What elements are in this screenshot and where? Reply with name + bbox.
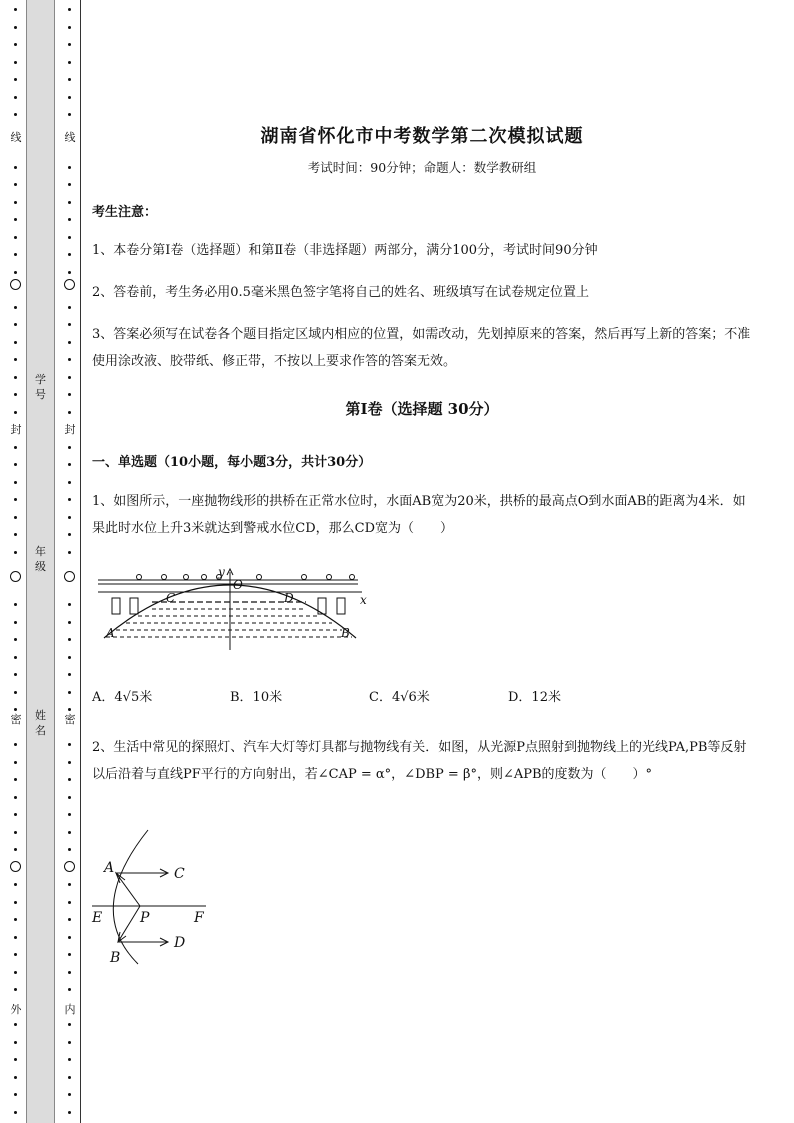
binding-dot <box>68 988 71 991</box>
binding-hole <box>64 861 75 872</box>
binding-dot <box>68 831 71 834</box>
binding-dot <box>14 638 17 641</box>
binding-dot <box>14 1076 17 1079</box>
part-heading: 一、单选题（10小题，每小题3分，共计30分） <box>92 455 372 470</box>
field-name: 姓名 <box>35 709 46 737</box>
binding-dot <box>68 78 71 81</box>
binding-dot <box>14 1023 17 1026</box>
binding-dot <box>14 393 17 396</box>
binding-dot <box>68 446 71 449</box>
binding-dot <box>68 533 71 536</box>
binding-dot <box>14 306 17 309</box>
fig1-label-y: y <box>218 566 225 579</box>
binding-dot <box>68 183 71 186</box>
binding-dot <box>68 463 71 466</box>
binding-dot <box>68 621 71 624</box>
binding-label: 封 <box>8 423 24 437</box>
field-student-id: 学号 <box>35 373 46 401</box>
binding-dot <box>68 96 71 99</box>
binding-dot <box>68 43 71 46</box>
binding-dot <box>14 551 17 554</box>
binding-dot <box>14 411 17 414</box>
binding-dot <box>68 778 71 781</box>
binding-dot <box>14 1093 17 1096</box>
page-title: 湖南省怀化市中考数学第二次模拟试题 <box>260 126 584 147</box>
binding-dot <box>14 831 17 834</box>
binding-dot <box>14 533 17 536</box>
binding-dot <box>68 901 71 904</box>
binding-dot <box>14 446 17 449</box>
binding-dot <box>68 936 71 939</box>
binding-dot <box>68 113 71 116</box>
binding-dot <box>14 253 17 256</box>
fig1-label-b: B <box>341 626 350 640</box>
binding-dot <box>68 323 71 326</box>
binding-dot <box>68 603 71 606</box>
binding-dot <box>68 61 71 64</box>
notice-item-2: 2、答卷前，考生务必用0.5毫米黑色签字笔将自己的姓名、班级填写在试卷规定位置上 <box>92 285 589 300</box>
binding-dot <box>14 936 17 939</box>
binding-dot <box>14 708 17 711</box>
binding-dot <box>14 201 17 204</box>
binding-dot <box>14 516 17 519</box>
question-1-text: 1、如图所示，一座抛物线形的拱桥在正常水位时，水面AB宽为20米，拱桥的最高点O到水面AB的距离为4米．如果此时水位上升3米就达到警戒水位CD，那么CD宽为（ ） <box>92 494 746 536</box>
bridge-figure <box>94 566 374 654</box>
binding-dot <box>68 376 71 379</box>
option-d[interactable]: D．12米 <box>508 690 561 705</box>
fig2-label-a: A <box>104 860 115 876</box>
option-b[interactable]: B．10米 <box>230 690 283 705</box>
binding-dot <box>14 1111 17 1114</box>
binding-dot <box>14 183 17 186</box>
binding-label: 密 <box>8 713 24 727</box>
binding-dot <box>68 358 71 361</box>
binding-label: 外 <box>8 1003 24 1017</box>
fig2-label-f: F <box>194 910 204 926</box>
binding-dot <box>14 971 17 974</box>
binding-dot <box>14 953 17 956</box>
binding-label: 密 <box>62 713 78 727</box>
binding-dot <box>14 96 17 99</box>
binding-dot <box>14 61 17 64</box>
question-2-text: 2、生活中常见的探照灯、汽车大灯等灯具都与抛物线有关．如图，从光源P点照射到抛物线上的光线PA,PB等反射以后沿着与直线PF平行的方向射出，若∠CAP = α°，∠DBP = β°，则∠APB的度数为（ ）° <box>92 740 747 782</box>
binding-hole <box>10 571 21 582</box>
binding-label: 封 <box>62 423 78 437</box>
fig1-label-x: x <box>360 593 367 607</box>
binding-dot <box>14 883 17 886</box>
binding-dot <box>68 848 71 851</box>
binding-dot <box>68 656 71 659</box>
binding-dot <box>14 673 17 676</box>
binding-dot <box>14 918 17 921</box>
binding-dot <box>14 498 17 501</box>
fig2-label-d: D <box>174 935 186 951</box>
binding-dot <box>68 691 71 694</box>
binding-dot <box>68 8 71 11</box>
binding-dot <box>68 761 71 764</box>
binding-dot <box>14 341 17 344</box>
binding-dot <box>14 813 17 816</box>
binding-dot <box>14 901 17 904</box>
binding-dot <box>68 1076 71 1079</box>
binding-dot <box>68 411 71 414</box>
exam-info: 考试时间：90分钟；命题人：数学教研组 <box>307 160 537 175</box>
fig2-label-b: B <box>110 950 121 966</box>
binding-dot <box>68 551 71 554</box>
binding-dot <box>68 796 71 799</box>
binding-dot <box>68 498 71 501</box>
fig2-label-p: P <box>140 910 150 926</box>
binding-dot <box>68 953 71 956</box>
binding-label: 内 <box>62 1003 78 1017</box>
binding-dot <box>14 621 17 624</box>
notice-item-1: 1、本卷分第I卷（选择题）和第Ⅱ卷（非选择题）两部分，满分100分，考试时间90分钟 <box>92 243 598 258</box>
binding-dot <box>68 673 71 676</box>
binding-dot <box>68 1093 71 1096</box>
fig2-label-e: E <box>92 910 103 926</box>
binding-dot <box>14 218 17 221</box>
binding-dot <box>14 743 17 746</box>
binding-hole <box>10 861 21 872</box>
binding-border <box>80 0 81 1123</box>
binding-dot <box>14 26 17 29</box>
binding-dot <box>14 323 17 326</box>
binding-dot <box>14 166 17 169</box>
binding-dot <box>14 463 17 466</box>
option-a[interactable]: A．4√5米 <box>92 690 153 705</box>
binding-dot <box>68 253 71 256</box>
binding-dot <box>68 918 71 921</box>
binding-dot <box>14 8 17 11</box>
section-title: 第I卷（选择题 30分） <box>345 400 499 418</box>
binding-dot <box>14 778 17 781</box>
binding-dot <box>14 796 17 799</box>
binding-dot <box>68 708 71 711</box>
binding-dot <box>68 481 71 484</box>
binding-dot <box>68 883 71 886</box>
binding-dot <box>68 393 71 396</box>
binding-dot <box>68 201 71 204</box>
option-c[interactable]: C．4√6米 <box>369 690 430 705</box>
question-1-options <box>92 686 752 710</box>
binding-dot <box>14 271 17 274</box>
binding-label: 线 <box>62 131 78 145</box>
binding-dot <box>68 638 71 641</box>
notice-heading: 考生注意： <box>92 205 158 220</box>
binding-dot <box>14 78 17 81</box>
binding-dot <box>68 1058 71 1061</box>
binding-dot <box>14 1041 17 1044</box>
binding-dot <box>68 306 71 309</box>
binding-dot <box>68 271 71 274</box>
binding-dot <box>68 1111 71 1114</box>
field-grade: 年级 <box>35 545 46 573</box>
fig2-label-c: C <box>174 866 185 882</box>
binding-dot <box>14 988 17 991</box>
binding-dot <box>14 358 17 361</box>
binding-dot <box>68 1023 71 1026</box>
binding-dot <box>14 113 17 116</box>
notice-item-3: 3、答案必须写在试卷各个题目指定区域内相应的位置，如需改动，先划掉原来的答案，然后再写上新的答案；不准使用涂改液、胶带纸、修正带，不按以上要求作答的答案无效。 <box>92 327 751 369</box>
binding-hole <box>64 279 75 290</box>
binding-dot <box>68 516 71 519</box>
binding-label: 线 <box>8 131 24 145</box>
fig1-label-a: A <box>106 626 115 640</box>
binding-hole <box>64 571 75 582</box>
binding-dot <box>14 376 17 379</box>
binding-dot <box>68 218 71 221</box>
binding-dot <box>68 341 71 344</box>
binding-dot <box>14 656 17 659</box>
fig1-label-d: D <box>284 591 294 605</box>
binding-dot <box>14 43 17 46</box>
fig1-label-c: C <box>166 591 176 605</box>
student-info-strip <box>26 0 55 1123</box>
binding-dot <box>68 1041 71 1044</box>
binding-dot <box>68 236 71 239</box>
binding-dot <box>68 26 71 29</box>
binding-dot <box>68 971 71 974</box>
binding-dot <box>68 813 71 816</box>
binding-dot <box>68 166 71 169</box>
binding-hole <box>10 279 21 290</box>
outer-dotted-line <box>6 0 26 1123</box>
binding-dot <box>14 481 17 484</box>
reflector-figure <box>90 826 212 968</box>
binding-dot <box>14 848 17 851</box>
binding-dot <box>14 691 17 694</box>
binding-dot <box>14 1058 17 1061</box>
binding-dot <box>14 603 17 606</box>
inner-dotted-line <box>60 0 80 1123</box>
binding-dot <box>14 761 17 764</box>
binding-dot <box>14 236 17 239</box>
fig1-label-o: O <box>233 578 243 592</box>
binding-dot <box>68 743 71 746</box>
